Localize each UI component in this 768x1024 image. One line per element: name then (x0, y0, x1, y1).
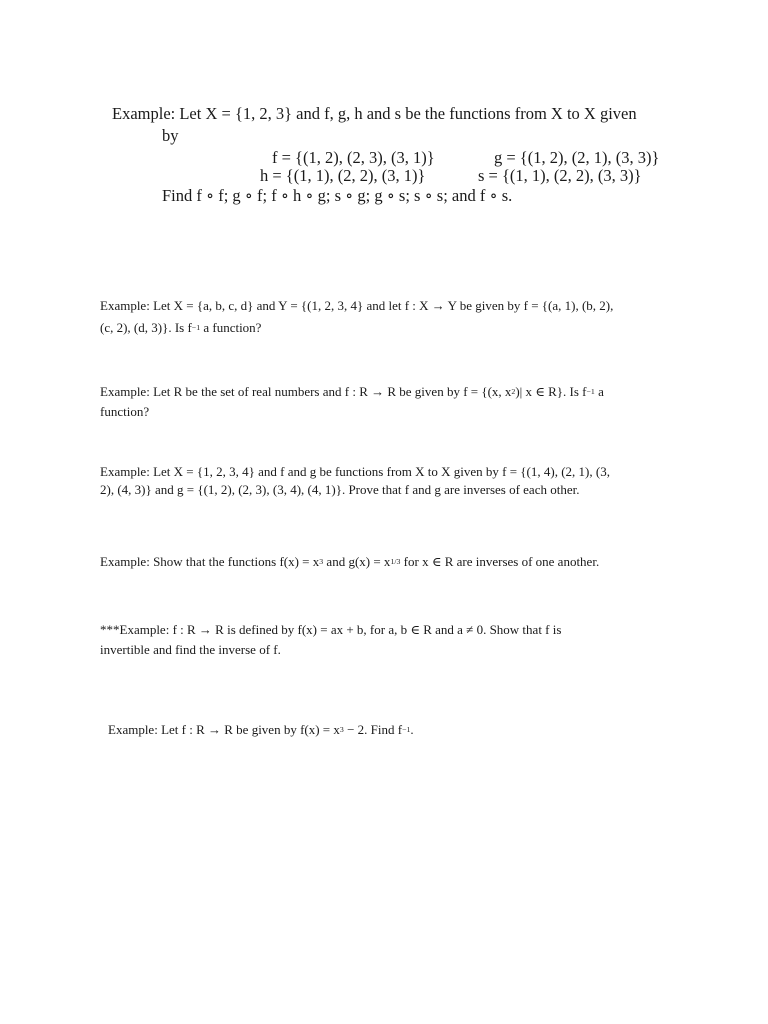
function-g-definition: g = {(1, 2), (2, 1), (3, 3)} (494, 148, 660, 167)
example-1-find: Find f ∘ f; g ∘ f; f ∘ h ∘ g; s ∘ g; g ∘ s; s ∘ s; and f ∘ s. (162, 186, 513, 205)
example-6-line-2: invertible and find the inverse of f. (100, 642, 281, 657)
function-s-definition: s = {(1, 1), (2, 2), (3, 3)} (478, 166, 642, 185)
example-6-line-1: ***Example: f : R → R is defined by f(x) = ax + b, for a, b ∈ R and a ≠ 0. Show that f is (100, 622, 562, 637)
example-1-line-2: by (162, 126, 179, 145)
function-f-definition: f = {(1, 2), (2, 3), (3, 1)} (272, 148, 435, 167)
example-2-line-1: Example: Let X = {a, b, c, d} and Y = {(1, 2, 3, 4} and let f : X → Y be given by f = {(a, 1), (b, 2), (100, 298, 614, 313)
example-4-line-2: 2), (4, 3)} and g = {(1, 2), (2, 3), (3, 4), (4, 1)}. Prove that f and g are inverses of each other. (100, 482, 580, 497)
example-5-line-1: Example: Show that the functions $f(x) = x^3$ and $g(x) = x^{1/3}$ for x ∈ R are inverses of one another. (100, 554, 600, 569)
function-h-definition: h = {(1, 1), (2, 2), (3, 1)} (260, 166, 426, 185)
example-1-line-1: Example: Let X = {1, 2, 3} and f, g, h and s be the functions from X to X given (112, 104, 637, 123)
example-7-line-1: Example: Let f : R → R be given by $f(x) = x^3 - 2$. Find $f^{-1}$. (108, 722, 414, 737)
example-2-line-2: (c, 2), (d, 3)}. Is $f^{-1}$ a function? (100, 320, 262, 335)
example-3-line-2: function? (100, 404, 150, 419)
example-3-line-1: Example: Let R be the set of real numbers and f : R → R be given by f = {(x, $x^2)|$ x ∈ R}. Is $f^{-1}$ a (100, 384, 604, 399)
example-4-line-1: Example: Let X = {1, 2, 3, 4} and f and g be functions from X to X given by f = {(1, 4), (2, 1), (3, (100, 464, 610, 479)
